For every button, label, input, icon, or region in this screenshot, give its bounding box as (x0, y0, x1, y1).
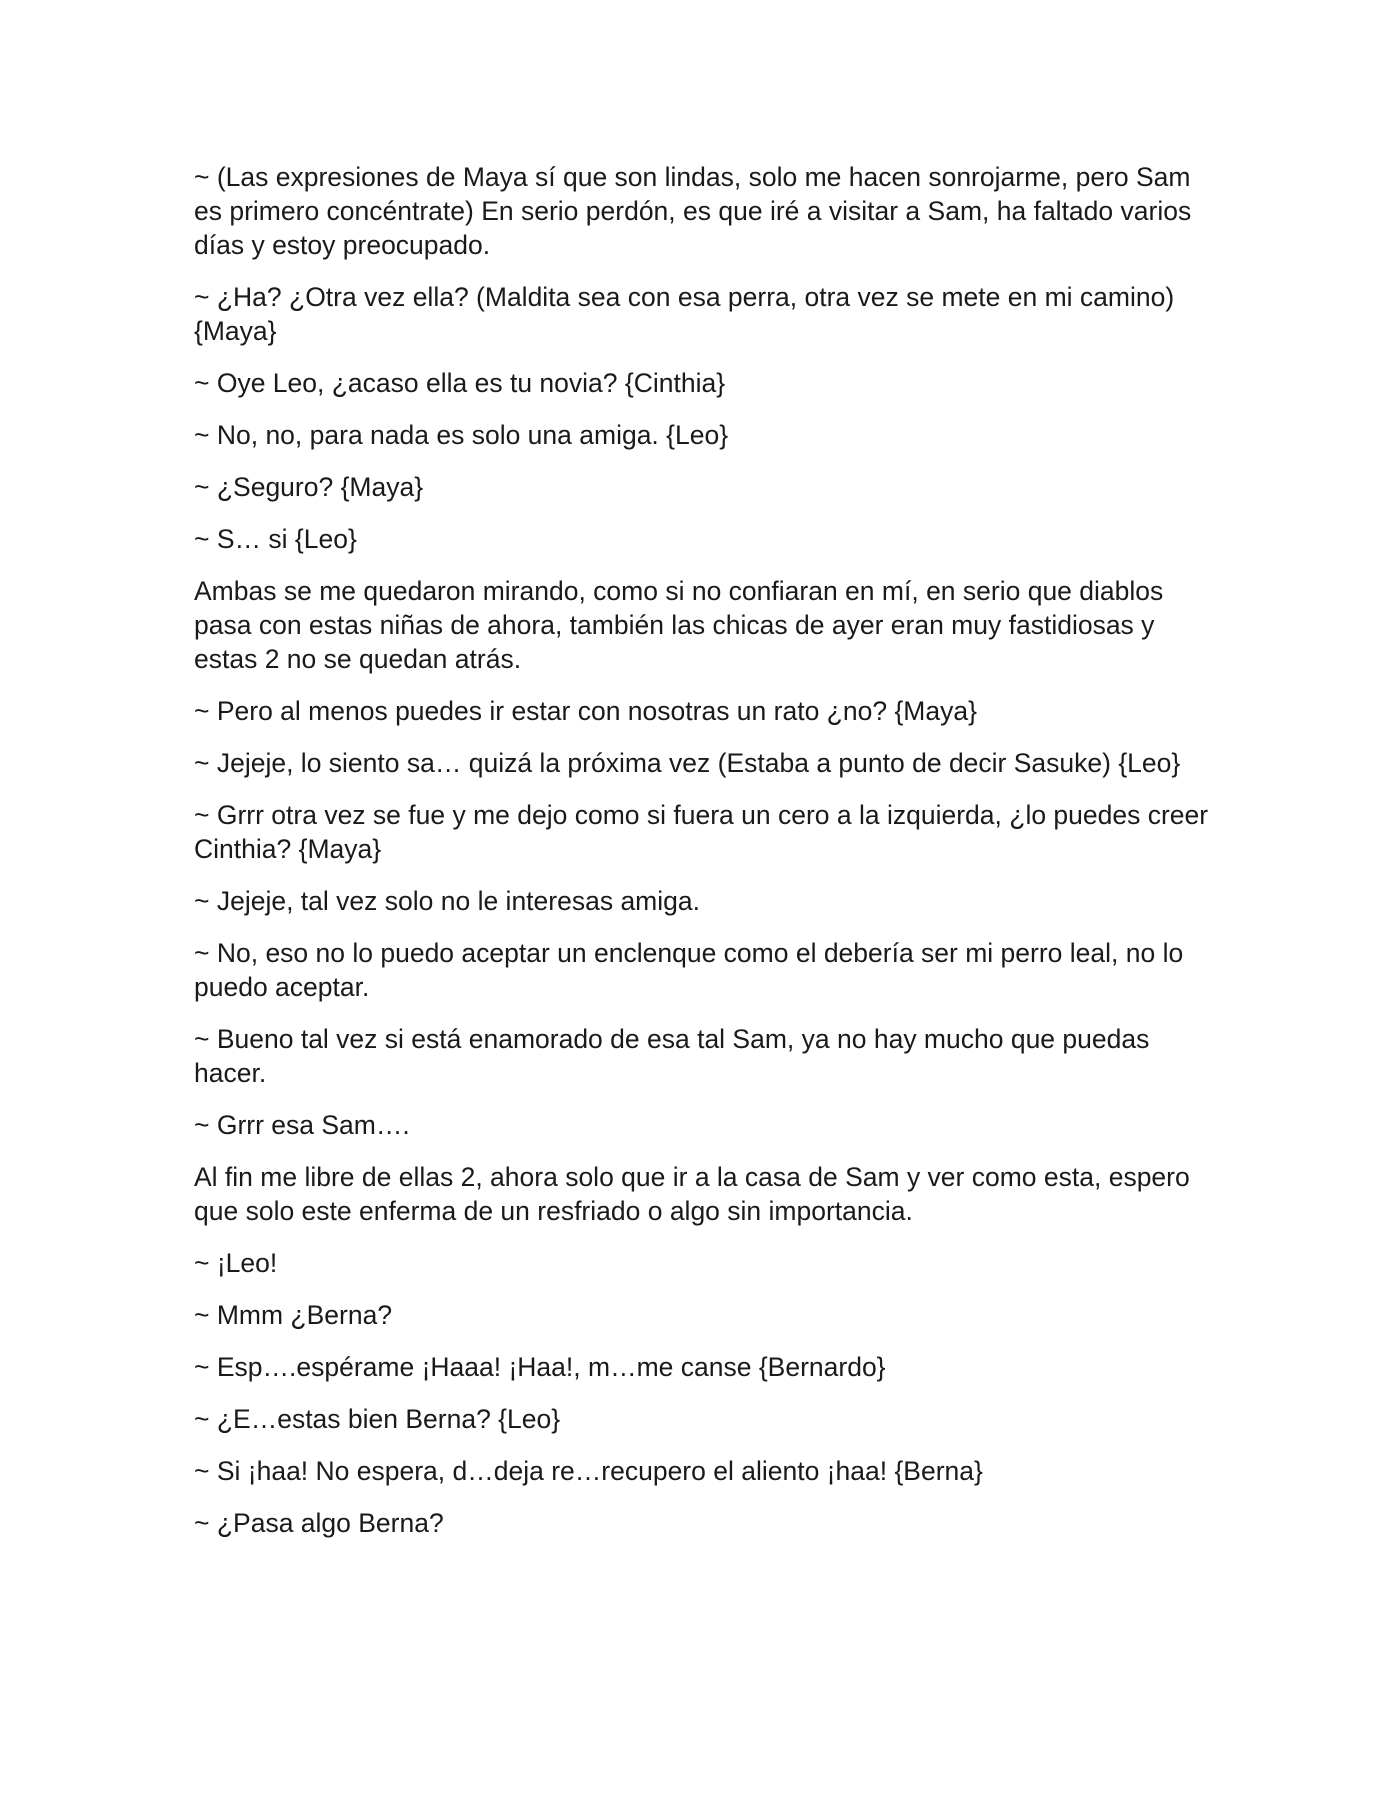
paragraph: ~ Esp….espérame ¡Haaa! ¡Haa!, m…me canse {Bernardo} (194, 1352, 886, 1382)
paragraph: ~ ¿Ha? ¿Otra vez ella? (Maldita sea con esa perra, otra vez se mete en mi camino) {Maya} (194, 282, 1175, 346)
paragraph: ~ Pero al menos puedes ir estar con nosotras un rato ¿no? {Maya} (194, 696, 977, 726)
paragraph: ~ No, eso no lo puedo aceptar un enclenque como el debería ser mi perro leal, no lo puedo aceptar. (194, 938, 1184, 1002)
paragraph: ~ Si ¡haa! No espera, d…deja re…recupero el aliento ¡haa! {Berna} (194, 1456, 983, 1486)
paragraph: ~ ¿Seguro? {Maya} (194, 472, 424, 502)
paragraph: ~ Bueno tal vez si está enamorado de esa tal Sam, ya no hay mucho que puedas hacer. (194, 1024, 1150, 1088)
paragraph: Ambas se me quedaron mirando, como si no confiaran en mí, en serio que diablos pasa con estas niñas de ahora, también las chicas de ayer eran muy fastidiosas y estas 2 no se quedan atrás. (194, 576, 1164, 674)
paragraph: ~ Grrr otra vez se fue y me dejo como si fuera un cero a la izquierda, ¿lo puedes creer Cinthia? {Maya} (194, 800, 1209, 864)
paragraph: ~ ¿E…estas bien Berna? {Leo} (194, 1404, 561, 1434)
paragraph: ~ ¿Pasa algo Berna? (194, 1508, 444, 1538)
paragraph: Al fin me libre de ellas 2, ahora solo que ir a la casa de Sam y ver como esta, espero que solo este enferma de un resfriado o algo sin importancia. (194, 1162, 1190, 1226)
paragraph: ~ Mmm ¿Berna? (194, 1300, 393, 1330)
paragraph: ~ Jejeje, lo siento sa… quizá la próxima vez (Estaba a punto de decir Sasuke) {Leo} (194, 748, 1181, 778)
paragraph: ~ Grrr esa Sam…. (194, 1110, 410, 1140)
paragraph: ~ No, no, para nada es solo una amiga. {Leo} (194, 420, 729, 450)
paragraph: ~ Oye Leo, ¿acaso ella es tu novia? {Cinthia} (194, 368, 726, 398)
paragraph: ~ (Las expresiones de Maya sí que son lindas, solo me hacen sonrojarme, pero Sam es primero concéntrate) En serio perdón, es que iré a visitar a Sam, ha faltado varios días y estoy preocupado. (194, 162, 1192, 260)
paragraph: ~ ¡Leo! (194, 1248, 278, 1278)
paragraph: ~ Jejeje, tal vez solo no le interesas amiga. (194, 886, 700, 916)
paragraph: ~ S… si {Leo} (194, 524, 357, 554)
document-body (194, 160, 1214, 1558)
